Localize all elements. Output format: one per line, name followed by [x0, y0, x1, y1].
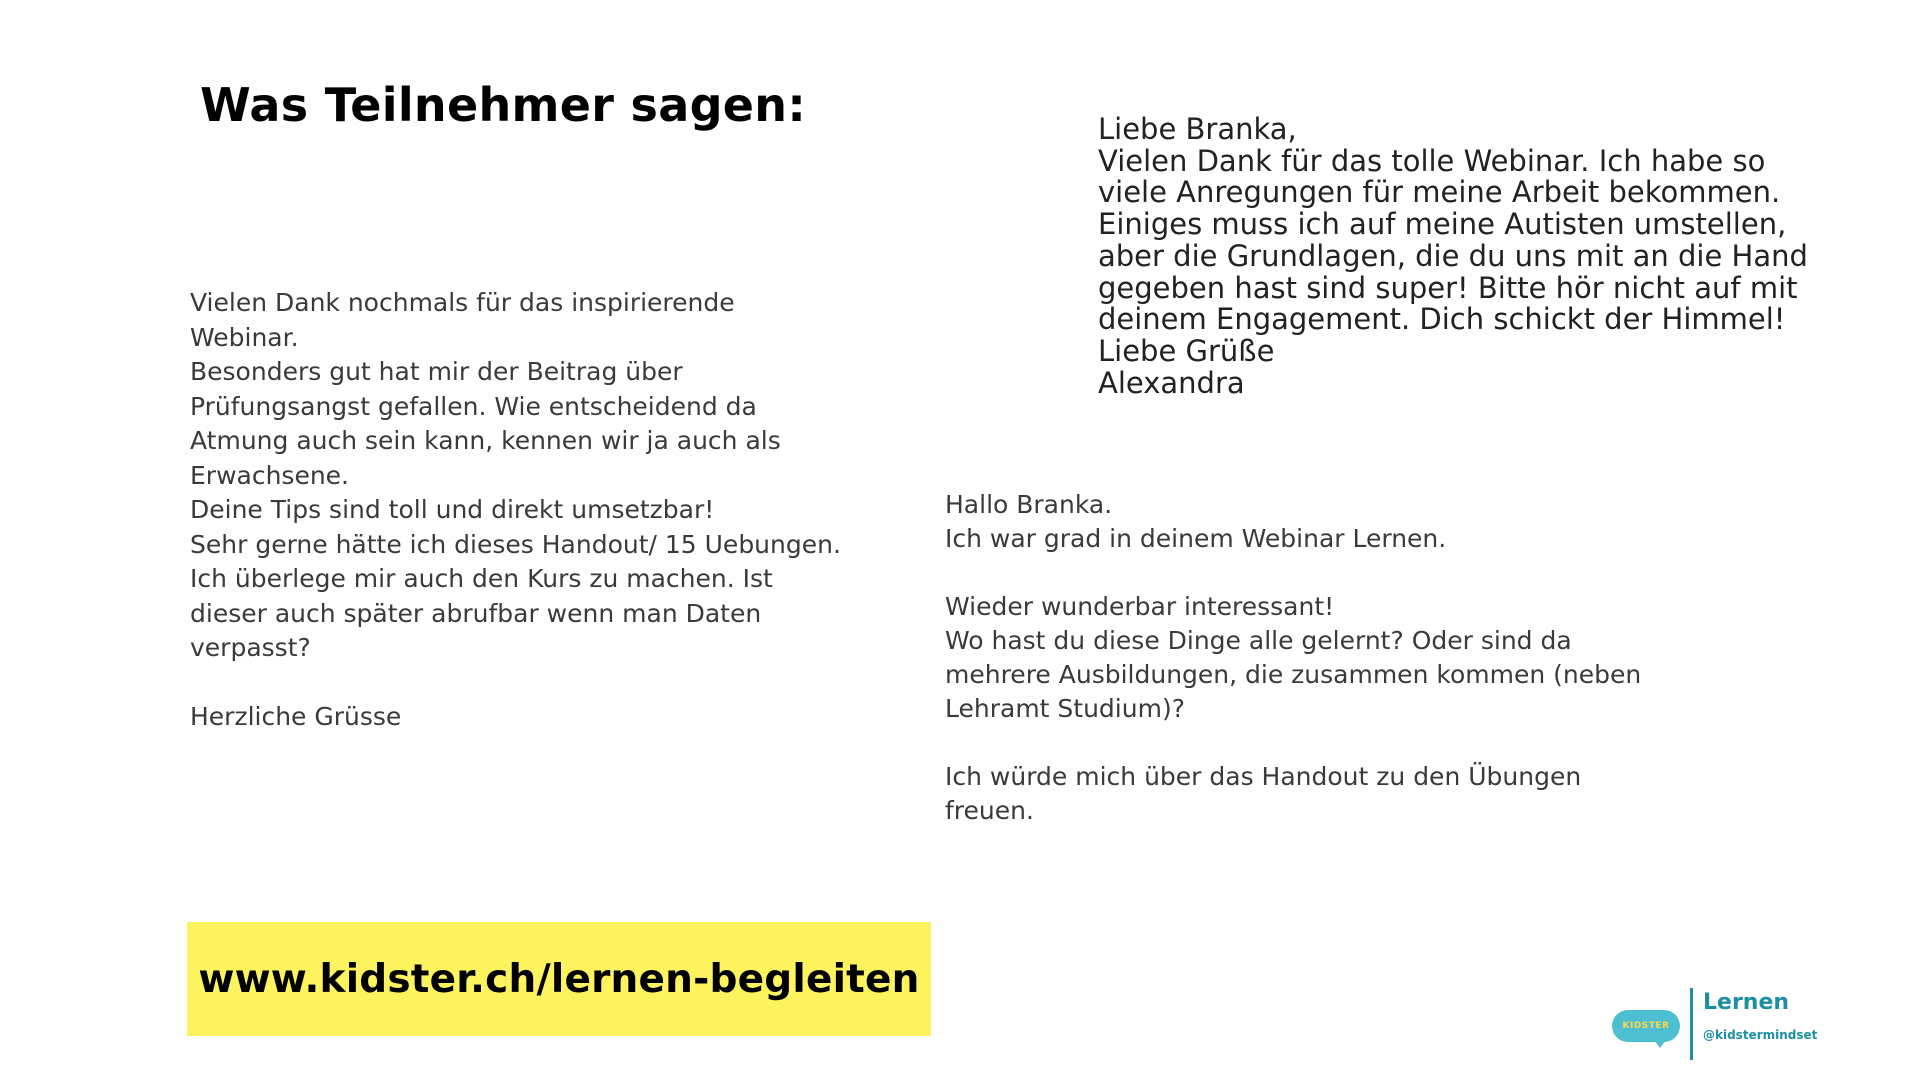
testimonial-top-right: Liebe Branka, Vielen Dank für das tolle Webinar. Ich habe so viele Anregungen für meine Arbeit bekommen. Einiges muss ich auf meine Autisten umstellen, aber die Grundlagen, die du uns mit an die Hand gegeben hast sind super! Bitte hör nicht auf mit deinem Engagement. Dich schickt der Himmel! Liebe Grüße Alexandra — [1098, 112, 1808, 400]
logo-divider — [1690, 988, 1693, 1060]
testimonial-left: Vielen Dank nochmals für das inspirierende Webinar. Besonders gut hat mir der Beitrag über Prüfungsangst gefallen. Wie entscheidend da Atmung auch sein kann, kennen wir ja auch als Erwachsene. Deine Tips sind toll und direkt umsetzbar! Sehr gerne hätte ich dieses Handout/ 15 Uebungen. Ich überlege mir auch den Kurs zu machen. Ist dieser auch später abrufbar wenn man Daten verpasst? Herzliche Grüsse — [190, 288, 841, 731]
url-link[interactable]: www.kidster.ch/lernen-begleiten — [198, 956, 920, 1002]
speech-bubble-icon — [1612, 1010, 1680, 1042]
brand-logo — [1608, 986, 1828, 1062]
logo-handle: @kidstermindset — [1703, 1028, 1818, 1042]
logo-wordmark: KIDSTER — [1622, 1021, 1670, 1031]
slide-title: Was Teilnehmer sagen: — [200, 78, 807, 132]
logo-title: Lernen — [1703, 990, 1790, 1015]
testimonial-bottom-right: Hallo Branka. Ich war grad in deinem Webinar Lernen. Wieder wunderbar interessant! Wo hast du diese Dinge alle gelernt? Oder sind da mehrere Ausbildungen, die zusammen kommen (neben Lehramt Studium)? Ich würde mich über das Handout zu den Übungen freuen. — [945, 490, 1642, 825]
url-banner — [187, 922, 931, 1036]
